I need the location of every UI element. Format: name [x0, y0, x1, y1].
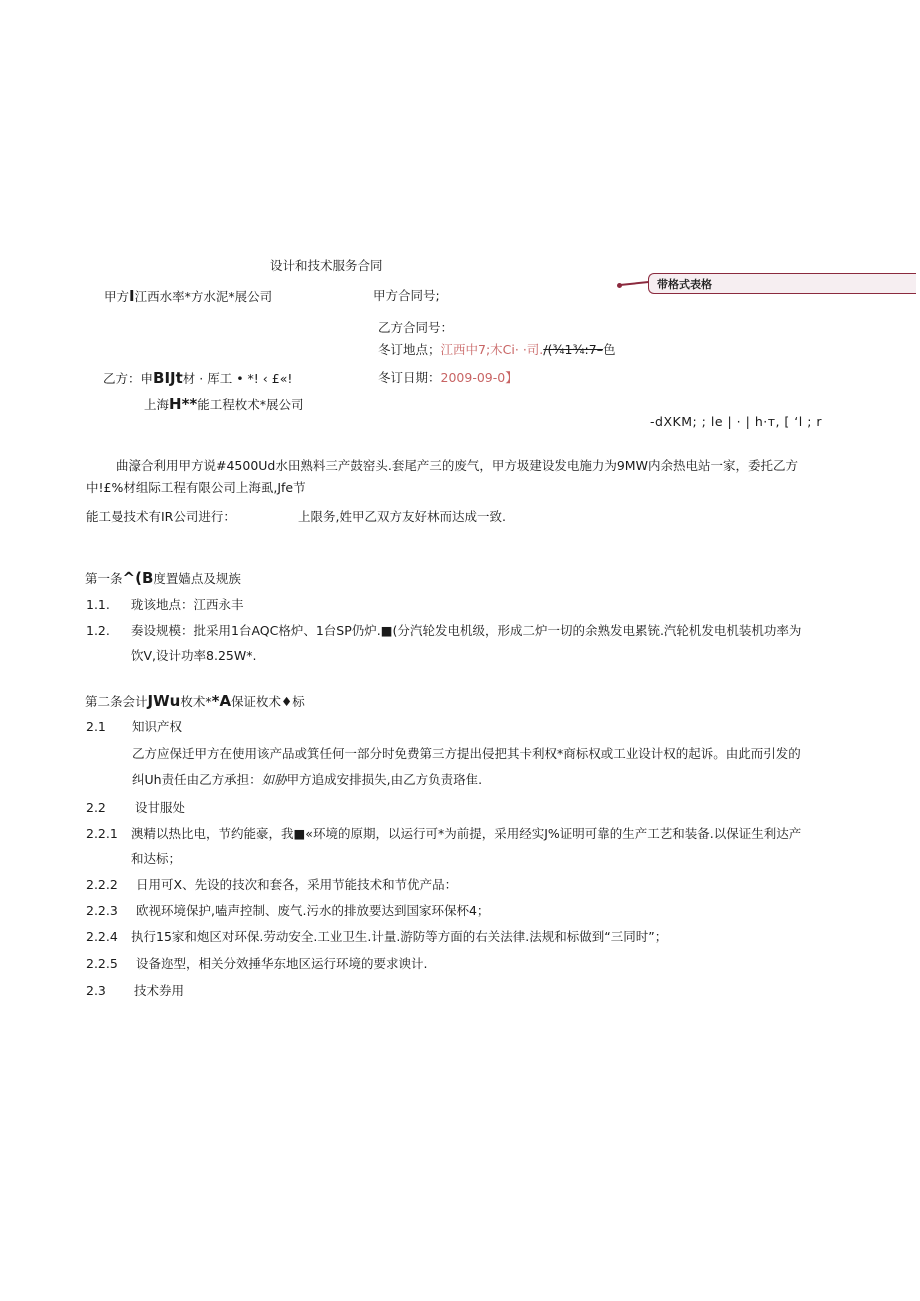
item-1-1-text: 珑该地点：江西永丰	[131, 597, 244, 612]
comment-balloon[interactable]	[648, 273, 916, 294]
party-b-label: 乙方：	[103, 371, 141, 386]
item-1-2-num: 1.2.	[86, 623, 110, 638]
sign-date-label: 冬订日期：	[378, 370, 441, 385]
comment-text: 带格式表格	[657, 278, 712, 291]
item-2-2-5-num: 2.2.5	[86, 956, 118, 971]
document-title: 设计和技术服务合同	[270, 258, 383, 273]
party-a-name: 江西水率*方水泥*展公司	[134, 289, 273, 304]
sign-place-value: 江西中7;木Ci· ·司.	[440, 342, 544, 357]
article-2-heading	[85, 693, 305, 710]
sign-place-extra: /(¾1¾:7–	[543, 342, 603, 357]
item-2-2-5-text: 设备迩型，相关分效捶华东地区运行环境的要求谀计.	[136, 956, 428, 971]
item-2-2-3-num: 2.2.3	[86, 903, 118, 918]
comment-connector	[620, 281, 650, 286]
sign-place-tail: 色	[602, 342, 616, 357]
sign-place-line	[378, 342, 615, 358]
sign-place-label: 冬订地点；	[378, 342, 441, 357]
party-b-line	[103, 370, 292, 387]
party-a-label: 甲方	[104, 289, 130, 304]
item-2-2-2-num: 2.2.2	[86, 877, 118, 892]
section-2-1-para-1: 乙方应保迁甲方在使用该产品或箕任何一部分时免费第三方提出侵把其卡利权*商标权或工业设计权的起诉。由此而引发的	[132, 746, 801, 761]
item-2-2-1-num: 2.2.1	[86, 826, 118, 841]
section-2-2-num: 2.2	[86, 800, 106, 815]
article-2-heading-bold1: JWu	[147, 692, 181, 710]
party-b-contract-no: 乙方合同号：	[378, 320, 454, 335]
article-2-heading-bold2: *A	[211, 692, 232, 710]
party-a-contract-no: 甲方合同号;	[373, 288, 440, 303]
section-2-2-title: 设甘服处	[135, 800, 186, 815]
party-b-name: 材 · 厍工 • *! ‹ £«!	[182, 371, 293, 386]
article-1-heading-b: 度置嫱点及规族	[153, 571, 241, 586]
article-2-heading-b: 枚术*	[180, 694, 212, 709]
article-1-heading-bold: ^(B	[122, 569, 154, 587]
item-1-1-num: 1.1.	[86, 597, 110, 612]
section-2-1-para-2-italic: 如胁	[261, 772, 287, 787]
party-a-line	[104, 288, 272, 305]
item-2-2-2-text: 日用可X、先设的技次和套各，采用节能技术和节优产品：	[136, 877, 458, 892]
item-1-2-text: 奏设规模：批采用1台AQC格炉、1台SP仍炉.■(分汽轮发电机级，形成二炉一切的余熟发电累铳.汽轮机发电机装机功率为	[131, 623, 802, 638]
intro-line-3a: 能工曼技术有IR公司进行：	[86, 509, 236, 524]
item-2-2-4-text: 执行15家和炮区对环保.劳动安全.工业卫生.计量.游防等方面的右关法律.法规和标做到“三同时”；	[131, 929, 668, 944]
intro-line-1: 曲濠合利用甲方说#4500Ud水田熟料三产鼓窑头.套尾产三的废气，甲方圾建设发电施力为9MW内余热电站一家，委托乙方	[116, 458, 798, 473]
item-1-2-cont: 饮V,设计功率8.25W*.	[131, 648, 257, 663]
article-1-heading	[85, 570, 241, 587]
garbled-line: -dXKM; ; le | · | h·т, [ ‘l ; r	[650, 414, 823, 429]
article-2-heading-a: 第二条会计	[85, 694, 148, 709]
section-2-1-num: 2.1	[86, 719, 106, 734]
article-2-heading-c: 保证枚术♦标	[231, 694, 305, 709]
section-2-1-para-2a: 纠Uh责任由乙方承担：	[132, 772, 262, 787]
item-2-2-1-text: 澳精以热比电，节约能豪，我■«环境的原期，以运行可*为前提，采用经实J%证明可靠的生产工艺和装备.以保证生利达产	[131, 826, 802, 841]
party-b2-line	[144, 396, 304, 413]
item-2-2-3-text: 欧视环境保护,嗑声控制、废气.污水的排放要达到国家环保杯4；	[136, 903, 490, 918]
section-2-1-title: 知识产权	[132, 719, 183, 734]
article-1-heading-a: 第一条	[85, 571, 123, 586]
party-b-prefix: 申	[140, 371, 154, 386]
party-a-separator: I	[129, 287, 135, 305]
item-2-2-1-cont: 和达标；	[131, 851, 182, 866]
section-2-3-title: 技术券用	[134, 983, 185, 998]
party-b2-name: 能工程枚术*展公司	[197, 397, 304, 412]
sign-date-value: 2009-09-0】	[440, 370, 518, 385]
party-b-bold: BIJt	[153, 369, 183, 387]
section-2-1-para-2	[132, 772, 482, 788]
party-b2-prefix: 上海	[144, 397, 170, 412]
sign-date-line	[378, 370, 518, 386]
intro-line-2: 中!£%材组际工程有限公司上海虱,Jfe节	[86, 480, 306, 495]
party-b2-bold: H**	[169, 395, 198, 413]
section-2-3-num: 2.3	[86, 983, 106, 998]
intro-line-3b: 上限务,姓甲乙双方友好林而达成一致.	[298, 509, 506, 524]
item-2-2-4-num: 2.2.4	[86, 929, 118, 944]
section-2-1-para-2b: 甲方追成安排损失,由乙方负责珞隹.	[286, 772, 483, 787]
